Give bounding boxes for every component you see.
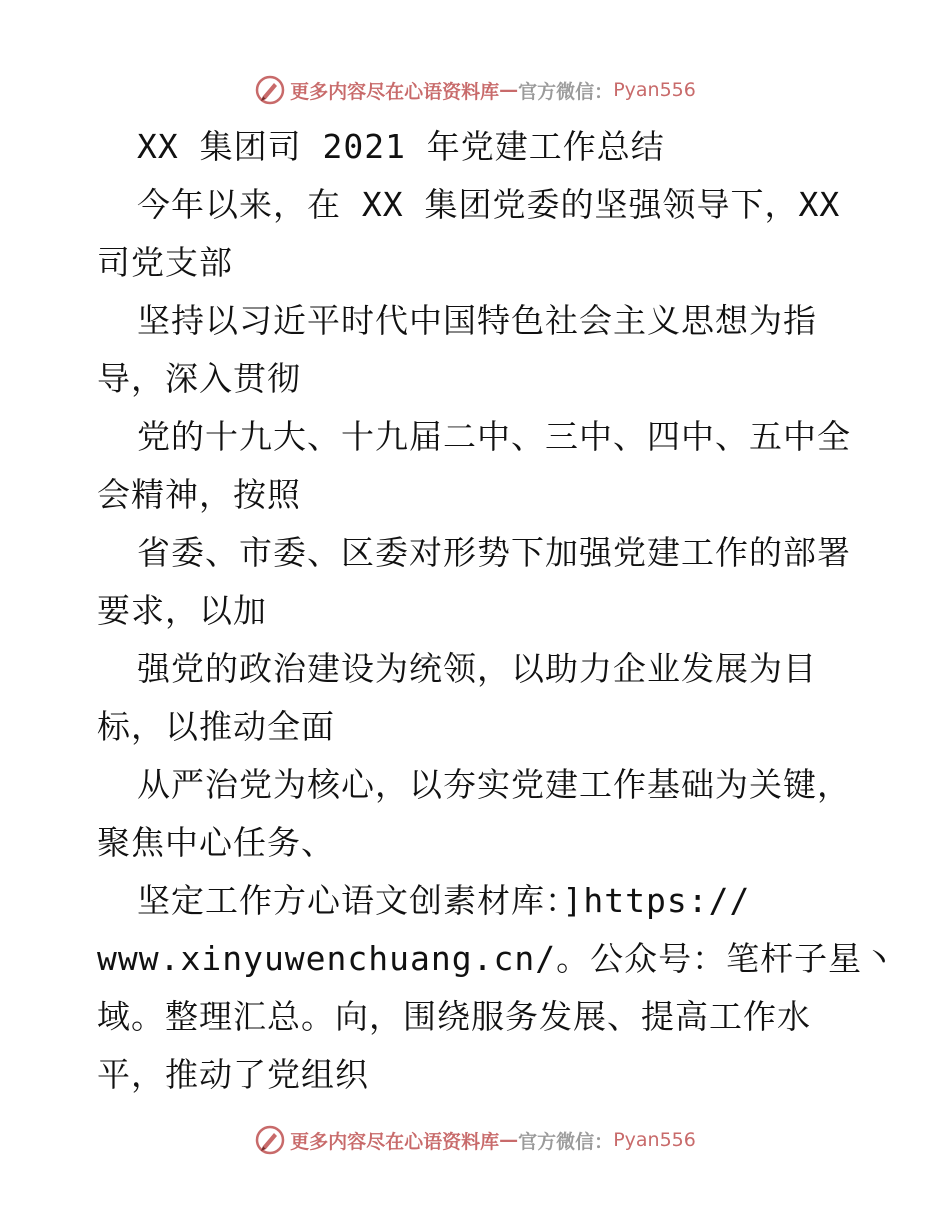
header-watermark <box>0 70 950 110</box>
watermark-account: Pyan556 <box>613 1129 696 1151</box>
body-line: 平，推动了党组织 <box>97 1055 369 1094</box>
body-line: 域。整理汇总。向，围绕服务发展、提高工作水 <box>97 997 811 1036</box>
body-line: 标，以推动全面 <box>97 707 335 746</box>
body-line: 强党的政治建设为统领，以助力企业发展为目 <box>137 649 817 688</box>
body-line: 党的十九大、十九届二中、三中、四中、五中全 <box>137 417 851 456</box>
watermark-official: 官方微信： <box>518 1130 614 1153</box>
body-line: 省委、市委、区委对形势下加强党建工作的部署 <box>137 533 851 572</box>
body-line: 坚定工作方心语文创素材库：]https:// <box>137 881 751 920</box>
pen-logo-icon <box>254 74 286 106</box>
body-line: 会精神，按照 <box>97 475 301 514</box>
body-line: 聚焦中心任务、 <box>97 823 335 862</box>
pen-logo-icon <box>254 1124 286 1156</box>
watermark-official: 官方微信： <box>518 80 614 103</box>
body-line: 要求，以加 <box>97 591 267 630</box>
watermark-brand: 更多内容尽在心语资料库 <box>290 1130 500 1153</box>
body-line: 从严治党为核心，以夯实党建工作基础为关键， <box>137 765 851 804</box>
watermark-brand: 更多内容尽在心语资料库 <box>290 80 500 103</box>
body-line: 司党支部 <box>97 243 233 282</box>
footer-watermark <box>0 1120 950 1160</box>
watermark-dash: — <box>499 79 519 101</box>
body-line: 导，深入贯彻 <box>97 359 301 398</box>
watermark-account: Pyan556 <box>613 79 696 101</box>
body-line: 今年以来，在 XX 集团党委的坚强领导下，XX <box>137 185 841 224</box>
body-line: 坚持以习近平时代中国特色社会主义思想为指 <box>137 301 817 340</box>
watermark-dash: — <box>499 1129 519 1151</box>
document-title: XX 集团司 2021 年党建工作总结 <box>137 127 665 166</box>
body-line: www.xinyuwenchuang.cn/。公众号：笔杆子星丶 <box>97 939 897 978</box>
document-body <box>97 118 897 1104</box>
